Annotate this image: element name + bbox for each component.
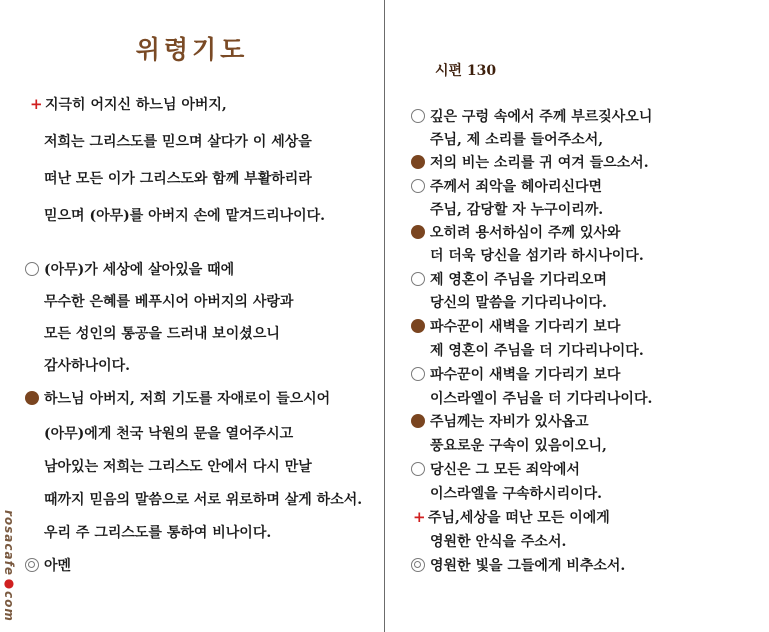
line-text: 떠난 모든 이가 그리스도와 함께 부활하리라 xyxy=(44,171,312,187)
line-text: (아무)가 세상에 살아있을 때에 xyxy=(44,262,235,278)
open-circle-icon xyxy=(411,272,425,286)
line-text: 제 영혼이 주님을 기다리오며 xyxy=(430,272,607,288)
line-text: 당신은 그 모든 죄악에서 xyxy=(430,462,580,478)
watermark-text: rosacafe xyxy=(2,510,16,576)
line-text: 이스라엘이 주님을 더 기다리나이다. xyxy=(430,391,653,407)
open-circle-icon xyxy=(25,262,39,276)
psalm-line xyxy=(411,176,602,196)
left-page xyxy=(0,0,384,632)
prayer-line xyxy=(44,205,325,225)
line-text: (아무)에게 천국 낙원의 문을 열어주시고 xyxy=(44,426,294,442)
psalm-line xyxy=(430,245,644,265)
prayer-line xyxy=(44,131,312,151)
line-text: 주님, 감당할 자 누구이리까. xyxy=(430,202,604,218)
line-text: 하느님 아버지, 저희 기도를 자애로이 들으시어 xyxy=(44,391,331,407)
line-text: 주님께는 자비가 있사옵고 xyxy=(430,414,589,430)
line-text: 남아있는 저희는 그리스도 안에서 다시 만날 xyxy=(44,459,312,475)
psalm-line xyxy=(411,269,607,289)
prayer-line xyxy=(44,522,271,542)
site-watermark xyxy=(2,510,16,622)
filled-circle-icon xyxy=(411,225,425,239)
line-text: 제 영혼이 주님을 더 기다리나이다. xyxy=(430,343,644,359)
psalm-line xyxy=(411,555,625,575)
prayer-line xyxy=(44,489,362,509)
line-text: 풍요로운 구속이 있음이오니, xyxy=(430,438,607,454)
line-text: 모든 성인의 통공을 드러내 보이셨으니 xyxy=(44,326,280,342)
prayer-line xyxy=(44,355,130,375)
open-circle-icon xyxy=(411,462,425,476)
psalm-line xyxy=(430,129,603,149)
psalm-line xyxy=(430,483,602,503)
filled-circle-icon xyxy=(411,319,425,333)
psalm-line xyxy=(430,435,607,455)
line-text: 파수꾼이 새벽을 기다리기 보다 xyxy=(430,319,621,335)
prayer-line xyxy=(44,291,293,311)
cross-icon: + xyxy=(30,95,43,113)
psalm-line xyxy=(411,459,580,479)
open-circle-icon xyxy=(411,367,425,381)
line-text: 더 더욱 당신을 섬기라 하시나이다. xyxy=(430,248,644,264)
line-text: 우리 주 그리스도를 통하여 비나이다. xyxy=(44,525,272,541)
line-text: 이스라엘을 구속하시리이다. xyxy=(430,486,603,502)
psalm-line xyxy=(430,388,652,408)
prayer-line xyxy=(44,168,312,188)
open-circle-icon xyxy=(411,109,425,123)
open-circle-icon xyxy=(411,179,425,193)
psalm-line xyxy=(430,340,644,360)
line-text: 믿으며 (아무)를 아버지 손에 맡겨드리나이다. xyxy=(44,208,326,224)
line-text: 저희는 그리스도를 믿으며 살다가 이 세상을 xyxy=(44,134,312,150)
prayer-line xyxy=(30,94,227,114)
filled-circle-icon xyxy=(25,391,39,405)
line-text: 오히려 용서하심이 주께 있사와 xyxy=(430,225,621,241)
line-text: 저의 비는 소리를 귀 여겨 들으소서. xyxy=(430,155,649,171)
prayer-line xyxy=(25,555,71,575)
filled-circle-icon xyxy=(411,414,425,428)
watermark-dot-icon: ● xyxy=(2,575,16,591)
line-text: 감사하나이다. xyxy=(44,358,131,374)
line-text: 당신의 말씀을 기다리나이다. xyxy=(430,295,607,311)
psalm-line xyxy=(411,411,589,431)
prayer-line xyxy=(44,423,293,443)
psalm-line xyxy=(411,106,652,126)
line-text: 영원한 안식을 주소서. xyxy=(430,534,567,550)
prayer-line xyxy=(25,259,234,279)
line-text: 주님, 제 소리를 들어주소서, xyxy=(430,132,604,148)
watermark-text: com xyxy=(2,590,16,622)
prayer-title: 위령기도 xyxy=(135,35,249,64)
right-page xyxy=(385,0,769,632)
psalm-reference: 시편 130 xyxy=(435,63,497,79)
filled-circle-icon xyxy=(411,155,425,169)
line-text: 깊은 구렁 속에서 주께 부르짖사오니 xyxy=(430,109,653,125)
psalm-line xyxy=(411,152,649,172)
line-text: 영원한 빛을 그들에게 비추소서. xyxy=(430,558,626,574)
line-text: 주님,세상을 떠난 모든 이에게 xyxy=(428,510,610,526)
line-text: 파수꾼이 새벽을 기다리기 보다 xyxy=(430,367,621,383)
line-text: 지극히 어지신 하느님 아버지, xyxy=(45,97,227,113)
line-text: 아멘 xyxy=(44,558,72,574)
line-text: 무수한 은혜를 베푸시어 아버지의 사랑과 xyxy=(44,294,294,310)
prayer-line xyxy=(44,456,312,476)
cross-icon: + xyxy=(413,508,426,526)
psalm-line xyxy=(430,199,603,219)
double-circle-icon xyxy=(25,558,39,572)
prayer-line xyxy=(25,388,330,408)
double-circle-icon xyxy=(411,558,425,572)
psalm-line xyxy=(411,364,620,384)
psalm-line xyxy=(430,292,607,312)
psalm-line xyxy=(413,507,610,527)
psalm-line xyxy=(411,222,620,242)
line-text: 때까지 믿음의 말씀으로 서로 위로하며 살게 하소서. xyxy=(44,492,363,508)
prayer-line xyxy=(44,323,280,343)
psalm-line xyxy=(430,531,566,551)
line-text: 주께서 죄악을 헤아리신다면 xyxy=(430,179,603,195)
psalm-line xyxy=(411,316,620,336)
